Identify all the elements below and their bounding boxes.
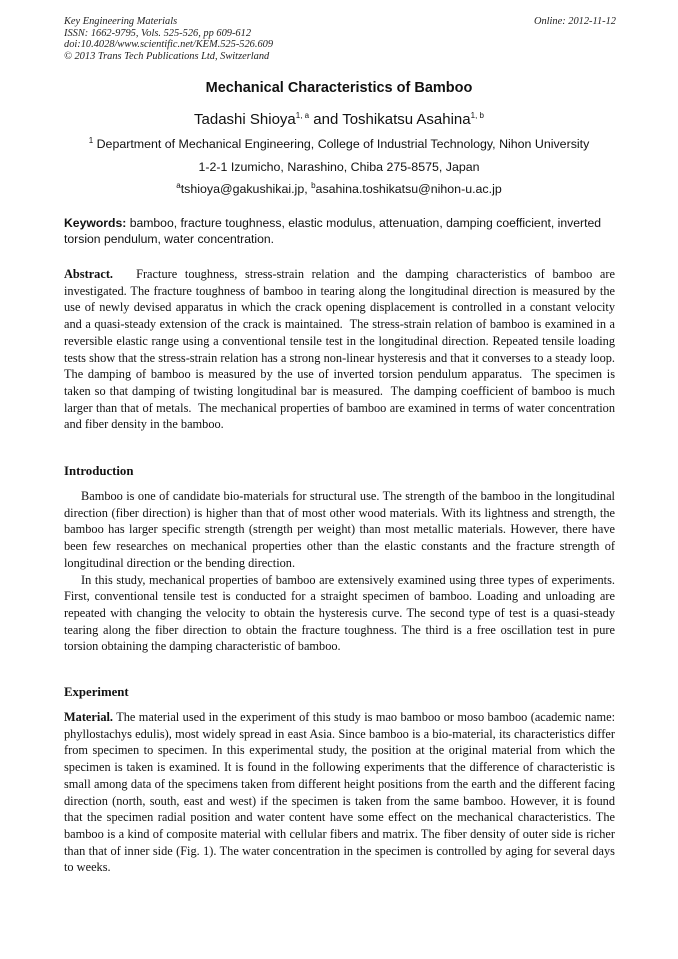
keywords-text: bamboo, fracture toughness, elastic modulus, attenuation, damping coefficient, inverted torsion pendulum, water concentration.: [64, 216, 602, 246]
affiliation-dept-text: Department of Mechanical Engineering, College of Industrial Technology, Nihon University: [93, 137, 590, 151]
abstract: [64, 266, 622, 433]
introduction-body: [64, 488, 615, 655]
experiment-heading: Experiment: [64, 685, 129, 699]
author-line: [0, 111, 678, 128]
affiliation-sup: 1: [88, 135, 94, 145]
material-label: Material.: [64, 710, 114, 724]
author-1: Tadashi Shioya: [194, 111, 296, 128]
author-1-affil: 1, a: [295, 111, 310, 120]
email-b-sup: b: [311, 180, 316, 190]
author-2: Toshikatsu Asahina: [342, 111, 471, 128]
journal-header: [64, 16, 616, 62]
introduction-paragraph-1: Bamboo is one of candidate bio-materials for structural use. The strength of the bamboo in the longitudinal direction (fiber direction) is higher than that of most other wood materials. With its lightness and strength, the bamboo has larger specific strength (strength per weight) than most metallic materials. However, there have been few researches on mechanical properties other than the elastic constants and the fracture strength of longitudinal direction or the bending direction.: [64, 489, 615, 570]
paper-title: Mechanical Characteristics of Bamboo: [205, 80, 473, 96]
online-date: Online: 2012-11-12: [533, 16, 616, 27]
affiliation-emails: [0, 182, 678, 196]
email-b[interactable]: asahina.toshikatsu@nihon-u.ac.jp: [315, 182, 502, 196]
keywords: [64, 215, 615, 247]
journal-name: Key Engineering Materials: [64, 16, 178, 27]
author-conjunction: and: [309, 111, 343, 128]
keywords-label: Keywords:: [64, 216, 127, 230]
abstract-label: Abstract.: [64, 267, 114, 281]
material-text: The material used in the experiment of this study is mao bamboo or moso bamboo (academic name: phyllostachys edulis), most widely spread in east Asia. Since bamboo is a bio-material, its characteristics differ from specimen to specimen. In this experimental study, the position at the original material from which the specimen is taken is examined. It is found in the following experiments that the difference of characteristic is small among data of the specimens taken from different height positions from the earth and the different facing direction (north, south, east and west) if the specimen is taken from the same bamboo. However, it is found that the specimen radial position and water content have some effect on the mechanical characteristics. The bamboo is a kind of composite material with cellular fibers and matrix. The fiber density of outer side is richer than that of inner side (Fig. 1). The water concentration in the specimen is controlled by aging for several days to weeks.: [64, 710, 615, 875]
journal-copyright: © 2013 Trans Tech Publications Ltd, Switzerland: [64, 50, 270, 62]
introduction-paragraph-2: In this study, mechanical properties of bamboo are extensively examined using three types of experiments. First, conventional tensile test is conducted for a straight specimen of bamboo. Loading and unloading are repeated with changing the velocity to obtain the hysteresis curve. The second type of test is a quasi-steady tearing along the fiber direction to obtain the fracture toughness. The third is a free oscillation test in pure torsion obtaining the damping characteristic of bamboo.: [64, 572, 615, 654]
introduction-heading: Introduction: [64, 464, 134, 478]
experiment-body: [64, 709, 615, 876]
abstract-text: Fracture toughness, stress-strain relation and the damping characteristics of bamboo are investigated. The fracture toughness of bamboo in tearing along the longitudinal direction is measured by the use of newly devised apparatus in which the crack opening displacement is controlled in a constant velocity and a quasi-steady extension of the crack is maintained. The stress-strain relation of bamboo is examined in a reversible elastic range using a conventional tensile test in the longitudinal direction. Repeated tensile loading tests show that the stress-strain relation has a strong non-linear hysteresis and that it converses to a steady loop. The damping of bamboo is measured by the use of inverted torsion pendulum apparatus. The specimen is taken so that damping of twisting longitudinal bar is measured. The damping coefficient of bamboo is much larger than that of metals. The mechanical properties of bamboo are examined in terms of water concentration and fiber density in the bamboo.: [64, 267, 622, 432]
author-2-affil: 1, b: [470, 111, 484, 120]
email-a-sup: a: [176, 180, 181, 190]
affiliation-dept: [0, 137, 678, 151]
affiliation-address: 1-2-1 Izumicho, Narashino, Chiba 275-8575, Japan: [198, 160, 480, 174]
email-a[interactable]: tshioya@gakushikai.jp,: [180, 182, 312, 196]
journal-doi[interactable]: doi:10.4028/www.scientific.net/KEM.525-526.609: [64, 39, 274, 51]
journal-issn: ISSN: 1662-9795, Vols. 525-526, pp 609-612: [64, 27, 252, 39]
